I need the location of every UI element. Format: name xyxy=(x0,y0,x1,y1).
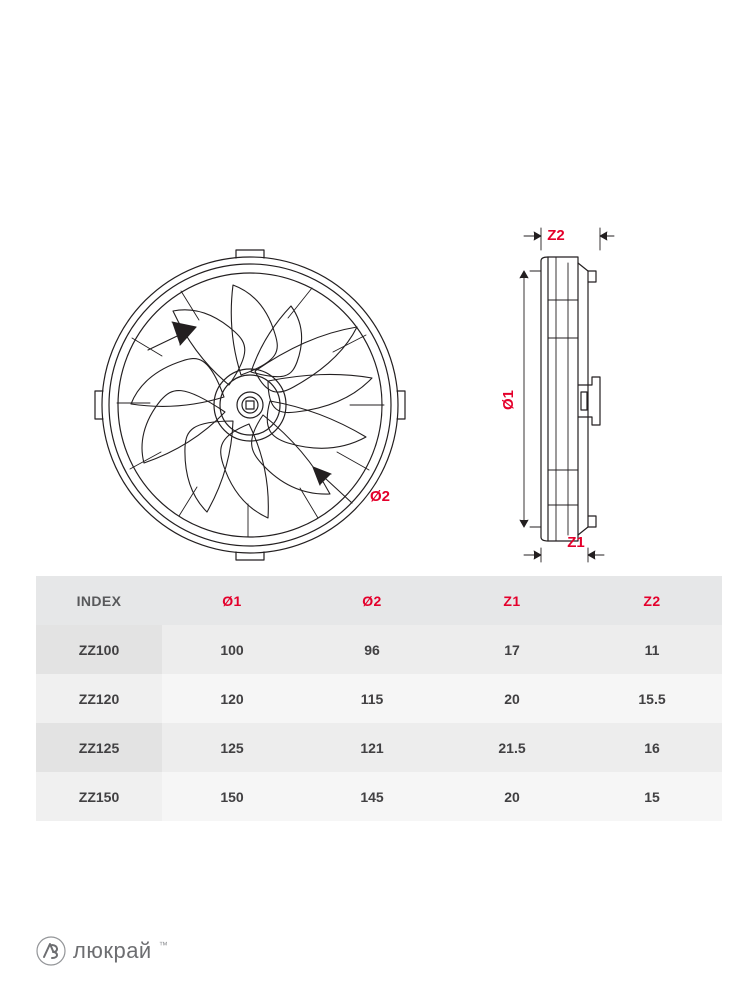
front-view-group xyxy=(95,250,405,560)
label-d1: Ø1 xyxy=(500,389,517,411)
cell-index: ZZ100 xyxy=(36,625,162,674)
cell-d1: 150 xyxy=(162,772,302,821)
table-row xyxy=(36,674,722,723)
cell-z2: 15.5 xyxy=(582,674,722,723)
header-d1: Ø1 xyxy=(162,576,302,625)
label-d2: Ø2 xyxy=(370,488,391,505)
header-z2: Z2 xyxy=(582,576,722,625)
cell-z1: 17 xyxy=(442,625,582,674)
header-index: INDEX xyxy=(36,576,162,625)
trademark-symbol: ™ xyxy=(158,940,168,950)
brand-name: люкрай xyxy=(73,938,152,963)
cell-d1: 125 xyxy=(162,723,302,772)
cell-z1: 21.5 xyxy=(442,723,582,772)
brand-logo xyxy=(36,936,168,966)
cell-z1: 20 xyxy=(442,772,582,821)
table-row xyxy=(36,772,722,821)
label-z2: Z2 xyxy=(547,227,565,244)
cell-z2: 15 xyxy=(582,772,722,821)
cell-z2: 11 xyxy=(582,625,722,674)
cell-d1: 120 xyxy=(162,674,302,723)
cell-z2: 16 xyxy=(582,723,722,772)
cell-d2: 96 xyxy=(302,625,442,674)
table-row xyxy=(36,625,722,674)
cell-index: ZZ120 xyxy=(36,674,162,723)
header-z1: Z1 xyxy=(442,576,582,625)
logo-mark-icon xyxy=(36,936,66,966)
specification-table xyxy=(36,576,722,821)
table-header-row xyxy=(36,576,722,625)
cell-d2: 121 xyxy=(302,723,442,772)
table-row xyxy=(36,723,722,772)
cell-d2: 115 xyxy=(302,674,442,723)
side-view-group xyxy=(520,228,614,562)
cell-index: ZZ150 xyxy=(36,772,162,821)
cell-d1: 100 xyxy=(162,625,302,674)
cell-index: ZZ125 xyxy=(36,723,162,772)
cell-z1: 20 xyxy=(442,674,582,723)
label-z1: Z1 xyxy=(567,534,585,551)
cell-d2: 145 xyxy=(302,772,442,821)
header-d2: Ø2 xyxy=(302,576,442,625)
